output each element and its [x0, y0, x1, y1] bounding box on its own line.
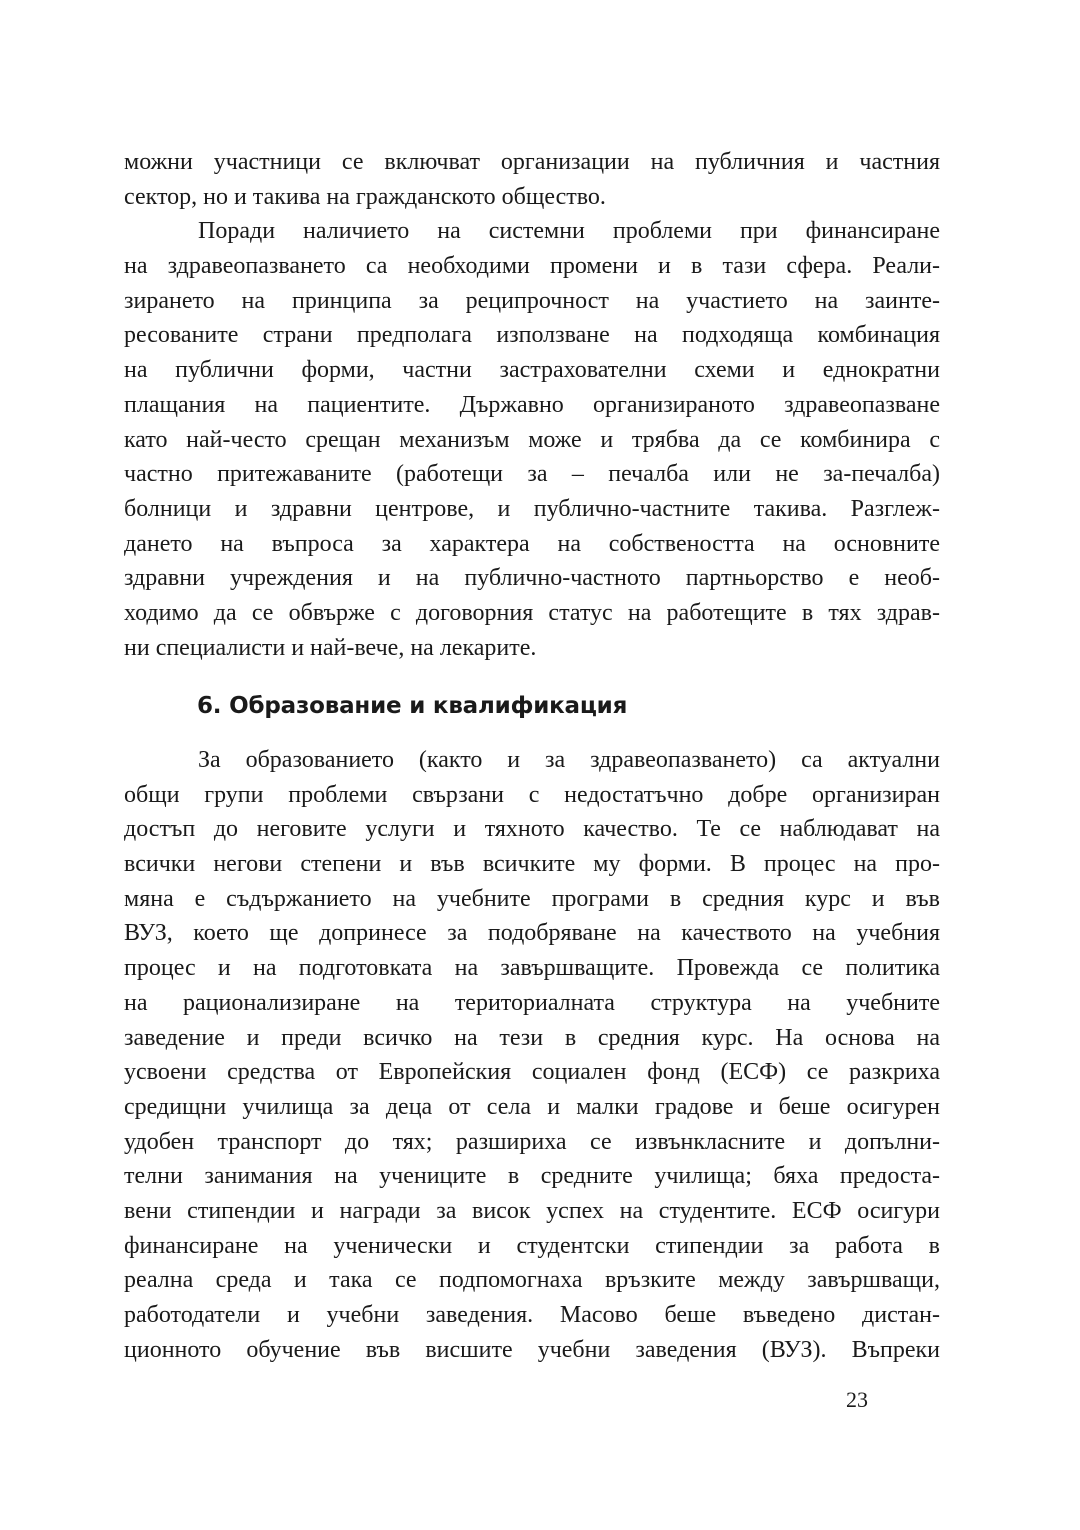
paragraph-1 — [124, 145, 940, 665]
text-line: За образованието (както и за здравеопазването) са актуални — [198, 747, 940, 773]
text-line: реална среда и така се подпомогнаха връзките между завършващи, — [124, 1267, 940, 1294]
text-line: ни специалисти и най-вече, на лекарите. — [124, 634, 537, 661]
text-line: ресованите страни предполага използване на подходяща комбинация — [124, 322, 940, 349]
text-line: усвоени средства от Европейския социален фонд (ЕСФ) се разкриха — [124, 1059, 940, 1086]
text-line: частно притежаваните (работещи за – печалба или не за-печалба) — [124, 461, 940, 488]
text-line: като най-често срещан механизъм може и трябва да се комбинира с — [124, 426, 940, 453]
text-line: вени стипендии и награди за висок успех на студентите. ЕСФ осигури — [124, 1197, 940, 1224]
text-line: достъп до неговите услуги и тяхното качество. Те се наблюдават на — [124, 816, 940, 843]
text-line: Поради наличието на системни проблеми при финансиране — [198, 218, 940, 245]
page-number: 23 — [846, 1387, 868, 1412]
text-line: процес и на подготовката на завършващите. Провежда се политика — [124, 955, 940, 982]
text-line: на публични форми, частни застрахователни схеми и еднократни — [124, 357, 940, 384]
text-line: дането на въпроса за характера на собствеността на основните — [124, 530, 940, 557]
paragraph-3 — [124, 743, 940, 1367]
text-line: ционното обучение във висшите учебни заведения (ВУЗ). Въпреки — [124, 1336, 940, 1363]
text-line: работодатели и учебни заведения. Масово беше въведено дистан- — [124, 1302, 940, 1328]
text-line: средищни училища за деца от села и малки градове и беше осигурен — [124, 1093, 940, 1120]
text-line: мяна е съдържанието на учебните програми в средния курс и във — [124, 885, 940, 912]
text-line: ВУЗ, което ще допринесе за подобряване на качеството на учебния — [124, 920, 940, 947]
text-line: заведение и преди всичко на тези в средния курс. На основа на — [124, 1024, 940, 1051]
text-line: сектор, но и такива на гражданското общество. — [124, 183, 606, 210]
section-heading: 6. Образование и квалификация — [197, 693, 628, 719]
text-line: финансиране на ученически и студентски стипендии за работа в — [124, 1232, 940, 1259]
text-line: плащания на пациентите. Държавно организираното здравеопазване — [124, 391, 940, 418]
text-line: общи групи проблеми свързани с недостатъчно добре организиран — [124, 781, 940, 808]
text-line: всички негови степени и във всичките му форми. В процес на про- — [124, 851, 940, 878]
text-line: удобен транспорт до тях; разшириха се извънкласните и допълни- — [124, 1128, 940, 1155]
text-line: можни участници се включват организации на публичния и частния — [124, 149, 940, 175]
text-line: на рационализиране на териториалната структура на учебните — [124, 989, 940, 1016]
text-line: зирането на принципа за реципрочност на участието на заинте- — [124, 287, 940, 314]
text-line: на здравеопазването са необходими промени и в тази сфера. Реали- — [124, 253, 940, 280]
text-line: здравни учреждения и на публично-частното партньорство е необ- — [124, 565, 940, 592]
text-line: болници и здравни центрове, и публично-частните такива. Разглеж- — [124, 495, 940, 522]
text-line: ходимо да се обвърже с договорния статус на работещите в тях здрав- — [124, 599, 940, 626]
text-line: телни занимания на учениците в средните училища; бяха предоста- — [124, 1163, 940, 1190]
